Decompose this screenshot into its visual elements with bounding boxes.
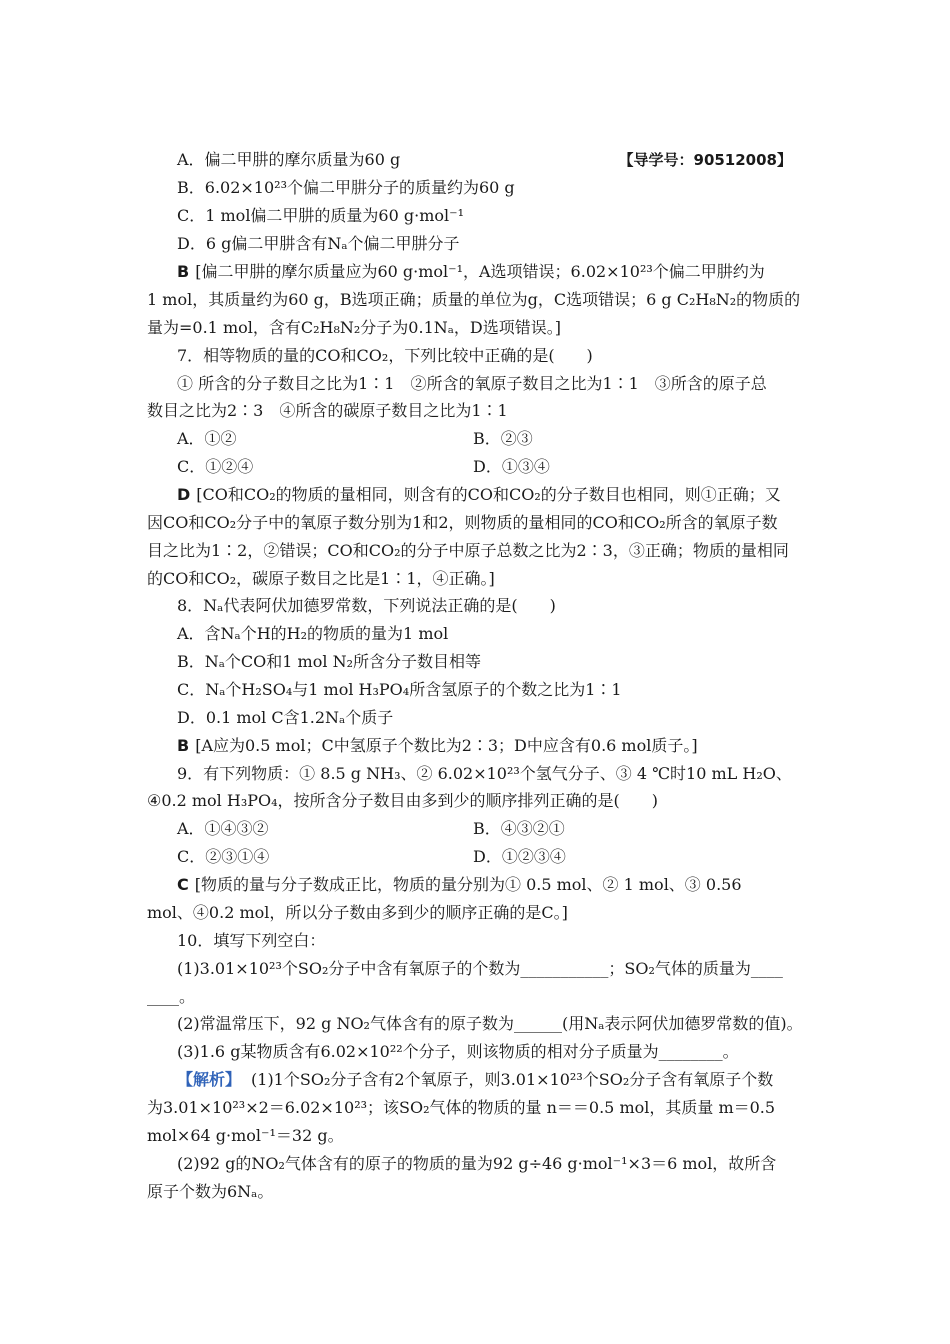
- q7-answer: D: [177, 485, 191, 504]
- q10-analysis-text: (1)1个SO₂分子含有2个氧原子，则3.01×10²³个SO₂分子含有氧原子个数: [251, 1070, 774, 1089]
- q7-statements-line: 数目之比为2∶3 ④所含的碳原子数目之比为1∶1: [147, 401, 508, 420]
- q8-answer: B: [177, 736, 190, 755]
- q10-stem: 10．填写下列空白：: [177, 931, 326, 950]
- q10-analysis-line: (2)92 g的NO₂气体含有的原子的物质的量为92 g÷46 g·mol⁻¹×3＝6 mol，故所含: [177, 1154, 777, 1173]
- q6-answer: B: [177, 262, 190, 281]
- q9-explanation-text: [物质的量与分子数成正比，物质的量分别为① 0.5 mol、② 1 mol、③ 0.56: [194, 875, 742, 894]
- q10-analysis-line: 为3.01×10²³×2＝6.02×10²³；该SO₂气体的物质的量 n＝＝0.5 mol，其质量 m＝0.5: [147, 1098, 776, 1117]
- q8-explanation-line: [177, 736, 698, 756]
- q8-option-c: C．Nₐ个H₂SO₄与1 mol H₃PO₄所含氢原子的个数之比为1∶1: [177, 680, 622, 699]
- q7-option-b: B．②③: [473, 429, 533, 448]
- q9-answer: C: [177, 875, 189, 894]
- q8-option-d: D．0.1 mol C含1.2Nₐ个质子: [177, 708, 394, 727]
- q9-option-d: D．①②③④: [473, 847, 566, 866]
- q10-part-1-cont: ____。: [147, 987, 196, 1006]
- study-code: 【导学号：90512008】: [618, 151, 792, 169]
- q10-analysis-line: [177, 1070, 773, 1090]
- q8-option-b: B．Nₐ个CO和1 mol N₂所含分子数目相等: [177, 652, 481, 671]
- q10-part-1: (1)3.01×10²³个SO₂分子中含有氧原子的个数为___________；SO₂气体的质量为____: [177, 959, 783, 978]
- q7-option-c: C．①②④: [177, 457, 254, 476]
- q7-explanation-line: 目之比为1∶2，②错误；CO和CO₂的分子中原子总数之比为2∶3，③正确；物质的量相同: [147, 541, 789, 560]
- q9-option-b: B．④③②①: [473, 819, 565, 838]
- q9-option-c: C．②③①④: [177, 847, 270, 866]
- q10-part-2: (2)常温常压下，92 g NO₂气体含有的原子数为______(用Nₐ表示阿伏加德罗常数的值)。: [177, 1014, 803, 1033]
- q8-stem: 8．Nₐ代表阿伏加德罗常数，下列说法正确的是( ): [177, 596, 556, 615]
- q7-statements-line: ① 所含的分子数目之比为1∶1 ②所含的氧原子数目之比为1∶1 ③所含的原子总: [177, 374, 767, 393]
- q10-part-3: (3)1.6 g某物质含有6.02×10²²个分子，则该物质的相对分子质量为________。: [177, 1042, 739, 1061]
- q9-stem-line: 9．有下列物质：① 8.5 g NH₃、② 6.02×10²³个氢气分子、③ 4 ℃时10 mL H₂O、: [177, 764, 792, 783]
- q6-option-d: D．6 g偏二甲肼含有Nₐ个偏二甲肼分子: [177, 234, 460, 253]
- q7-explanation-line: 因CO和CO₂分子中的氧原子数分别为1和2，则物质的量相同的CO和CO₂所含的氧原子数: [147, 513, 778, 532]
- q7-option-d: D．①③④: [473, 457, 550, 476]
- q7-explanation-line: 的CO和CO₂，碳原子数目之比是1∶1，④正确。]: [147, 569, 495, 588]
- q6-explanation-line: 1 mol，其质量约为60 g，B选项正确；质量的单位为g，C选项错误；6 g C₂H₈N₂的物质的: [147, 290, 801, 309]
- analysis-tag: 【解析】: [177, 1070, 242, 1089]
- q9-explanation-line: [177, 875, 742, 895]
- q9-stem-line: ④0.2 mol H₃PO₄，按所含分子数目由多到少的顺序排列正确的是( ): [147, 791, 659, 810]
- q6-explanation-line: [177, 262, 765, 282]
- q8-option-a: A．含Nₐ个H的H₂的物质的量为1 mol: [177, 624, 449, 643]
- q6-option-b: B．6.02×10²³个偏二甲肼分子的质量约为60 g: [177, 178, 515, 197]
- q7-explanation-text: [CO和CO₂的物质的量相同，则含有的CO和CO₂的分子数目也相同，则①正确；又: [196, 485, 781, 504]
- q8-explanation-text: [A应为0.5 mol；C中氢原子个数比为2∶3；D中应含有0.6 mol质子。]: [195, 736, 698, 755]
- q6-explanation-line: 量为=0.1 mol，含有C₂H₈N₂分子为0.1Nₐ，D选项错误。]: [147, 318, 561, 337]
- q10-analysis-line: mol×64 g·mol⁻¹＝32 g。: [147, 1126, 344, 1145]
- q10-analysis-line: 原子个数为6Nₐ。: [147, 1182, 274, 1201]
- q6-explanation-text: [偏二甲肼的摩尔质量应为60 g·mol⁻¹，A选项错误；6.02×10²³个偏二甲肼约为: [195, 262, 765, 281]
- q7-option-a: A．①②: [177, 429, 237, 448]
- q9-option-a: A．①④③②: [177, 819, 269, 838]
- q9-explanation-line: mol、④0.2 mol，所以分子数由多到少的顺序正确的是C。]: [147, 903, 568, 922]
- q6-option-c: C．1 mol偏二甲肼的质量为60 g·mol⁻¹: [177, 206, 464, 225]
- q7-stem: 7．相等物质的量的CO和CO₂，下列比较中正确的是( ): [177, 346, 593, 365]
- q6-option-a: A．偏二甲肼的摩尔质量为60 g: [177, 150, 401, 169]
- q7-explanation-line: [177, 485, 781, 505]
